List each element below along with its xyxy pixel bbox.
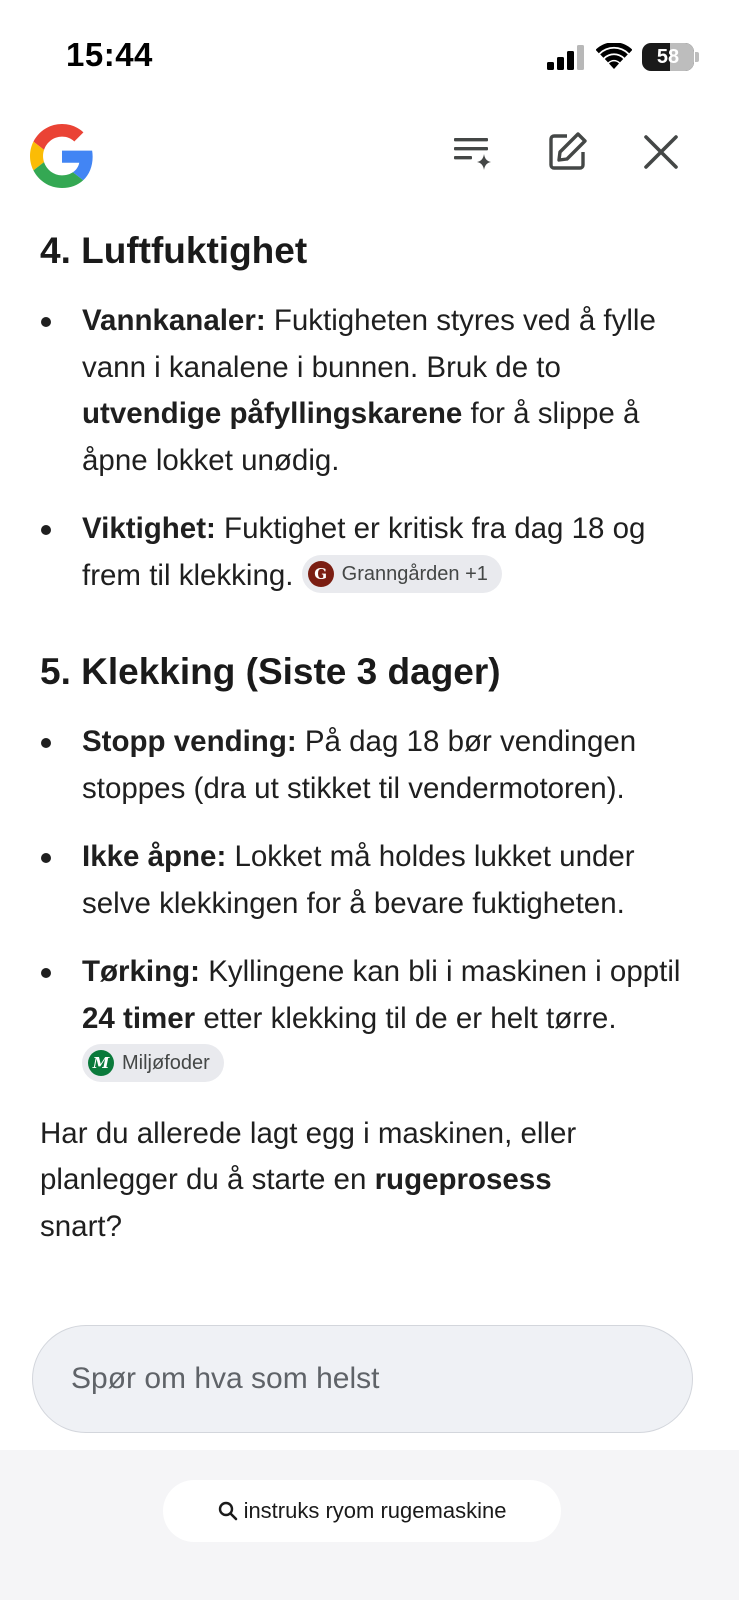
granngarden-favicon-icon: G bbox=[308, 561, 334, 587]
wifi-icon bbox=[596, 43, 632, 71]
status-icons bbox=[546, 40, 699, 74]
klekking-list bbox=[40, 719, 700, 1089]
cellular-signal-icon bbox=[546, 44, 586, 70]
item-text: etter klekking til de er helt tørre. bbox=[195, 1001, 617, 1035]
item-text: for å slippe å åpne lokket unødig. bbox=[82, 397, 640, 477]
item-text: Lokket må holdes lukket under selve klekkingen for å bevare fuktigheten. bbox=[82, 840, 635, 920]
closing-text: Har du allerede lagt egg i maskinen, eller planlegger du å starte en bbox=[40, 1116, 577, 1196]
google-g-logo[interactable] bbox=[30, 124, 94, 188]
luftfuktighet-list bbox=[40, 298, 700, 599]
source-chip-label: Miljøfoder bbox=[122, 1052, 210, 1075]
battery-indicator bbox=[642, 43, 694, 71]
source-chip-miljofoder[interactable] bbox=[82, 1044, 224, 1082]
search-icon bbox=[218, 1501, 238, 1521]
battery-level: 58 bbox=[656, 45, 680, 68]
status-time: 15:44 bbox=[66, 36, 153, 73]
list-item-stopp-vending bbox=[40, 719, 700, 812]
closing-question bbox=[40, 1111, 640, 1251]
list-item-ikke-apne bbox=[40, 834, 700, 927]
response-content bbox=[40, 228, 700, 1250]
battery-tip bbox=[695, 52, 699, 62]
item-label: Tørking: bbox=[82, 955, 200, 988]
source-chip-label: Granngården +1 bbox=[341, 562, 488, 585]
list-item-torking bbox=[40, 949, 700, 1089]
search-query-label: instruks ryom rugemaskine bbox=[243, 1498, 507, 1523]
item-label: Viktighet: bbox=[82, 512, 216, 545]
close-icon[interactable] bbox=[639, 130, 683, 174]
item-emphasis: utvendige påfyllingskarene bbox=[82, 397, 463, 430]
item-text: På dag 18 bør vendingen stoppes (dra ut stikket til vendermotoren). bbox=[82, 725, 637, 805]
item-text: Kyllingene kan bli i maskinen i opptil bbox=[200, 955, 681, 988]
section-title-klekking: 5. Klekking (Siste 3 dager) bbox=[40, 651, 501, 692]
closing-emphasis: rugeprosess bbox=[374, 1163, 552, 1196]
item-text: Fuktigheten styres ved å fylle vann i kanalene i bunnen. Bruk de to bbox=[82, 304, 656, 384]
search-query-chip[interactable] bbox=[163, 1480, 561, 1542]
edit-icon[interactable] bbox=[545, 130, 589, 174]
list-sparkle-icon[interactable] bbox=[451, 130, 495, 174]
list-item-vannkanaler bbox=[40, 298, 700, 484]
item-text: Fuktighet er kritisk fra dag 18 og frem til klekking. bbox=[82, 512, 646, 592]
ask-bar[interactable] bbox=[32, 1325, 693, 1433]
top-actions bbox=[451, 130, 683, 174]
item-label: Vannkanaler: bbox=[82, 304, 266, 337]
section-title-luftfuktighet: 4. Luftfuktighet bbox=[40, 230, 308, 271]
item-emphasis: 24 timer bbox=[82, 1001, 196, 1035]
closing-text: snart? bbox=[40, 1209, 122, 1243]
source-chip-granngarden[interactable] bbox=[302, 555, 502, 593]
list-item-viktighet bbox=[40, 506, 700, 599]
miljofoder-favicon-icon: M bbox=[88, 1050, 114, 1076]
item-label: Ikke åpne: bbox=[82, 840, 227, 873]
ask-input[interactable] bbox=[71, 1362, 630, 1396]
item-label: Stopp vending: bbox=[82, 725, 297, 758]
